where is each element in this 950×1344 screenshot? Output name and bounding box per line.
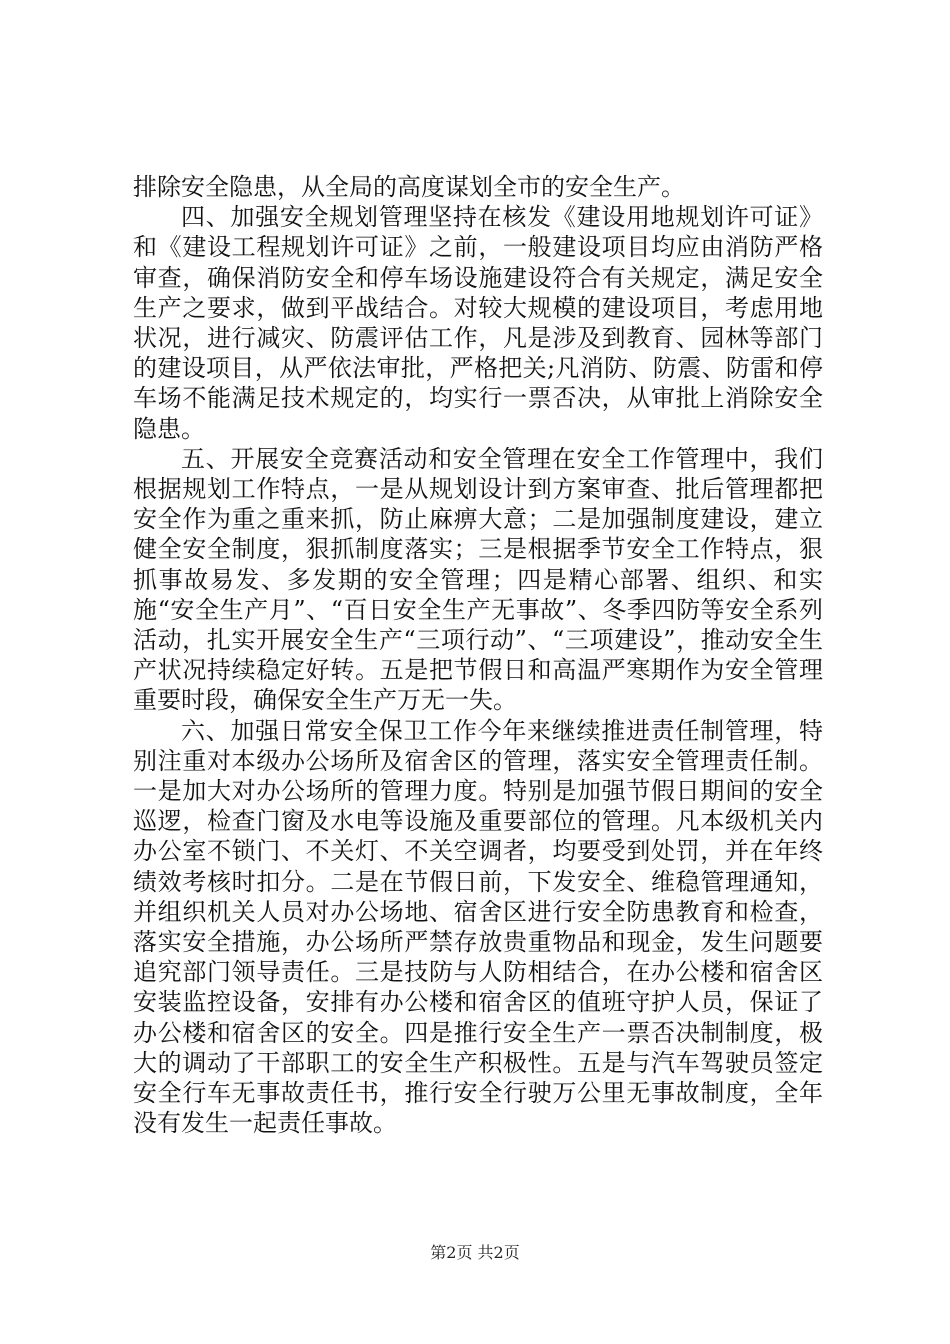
document-body — [133, 172, 823, 1139]
paragraph-section-six: 六、加强日常安全保卫工作今年来继续推进责任制管理，特别注重对本级办公场所及宿舍区的管理，落实安全管理责任制。一是加大对办公场所的管理力度。特别是加强节假日期间的安全巡逻，检查门窗及水电等设施及重要部位的管理。凡本级机关内办公室不锁门、不关灯、不关空调者，均要受到处罚，并在年终绩效考核时扣分。二是在节假日前，下发安全、维稳管理通知，并组织机关人员对办公场地、宿舍区进行安全防患教育和检查，落实安全措施，办公场所严禁存放贵重物品和现金，发生问题要追究部门领导责任。三是技防与人防相结合，在办公楼和宿舍区安装监控设备，安排有办公楼和宿舍区的值班守护人员，保证了办公楼和宿舍区的安全。四是推行安全生产一票否决制制度，极大的调动了干部职工的安全生产积极性。五是与汽车驾驶员签定安全行车无事故责任书，推行安全行驶万公里无事故制度，全年没有发生一起责任事故。 — [133, 716, 823, 1138]
paragraph-section-five: 五、开展安全竞赛活动和安全管理在安全工作管理中，我们根据规划工作特点，一是从规划设计到方案审查、批后管理都把安全作为重之重来抓，防止麻痹大意；二是加强制度建设，建立健全安全制度，狠抓制度落实；三是根据季节安全工作特点，狠抓事故易发、多发期的安全管理；四是精心部署、组织、和实施“安全生产月”、“百日安全生产无事故”、冬季四防等安全系列活动，扎实开展安全生产“三项行动”、“三项建设”，推动安全生产状况持续稳定好转。五是把节假日和高温严寒期作为安全管理重要时段，确保安全生产万无一失。 — [133, 444, 823, 715]
page-footer: 第2页 共2页 — [430, 1243, 520, 1262]
paragraph-section-four: 四、加强安全规划管理坚持在核发《建设用地规划许可证》和《建设工程规划许可证》之前，一般建设项目均应由消防严格审查，确保消防安全和停车场设施建设符合有关规定，满足安全生产之要求，做到平战结合。对较大规模的建设项目，考虑用地状况，进行减灾、防震评估工作，凡是涉及到教育、园林等部门的建设项目，从严依法审批，严格把关;凡消防、防震、防雷和停车场不能满足技术规定的，均实行一票否决，从审批上消除安全隐患。 — [133, 203, 823, 443]
paragraph-continuation: 排除安全隐患，从全局的高度谋划全市的安全生产。 — [133, 173, 685, 201]
